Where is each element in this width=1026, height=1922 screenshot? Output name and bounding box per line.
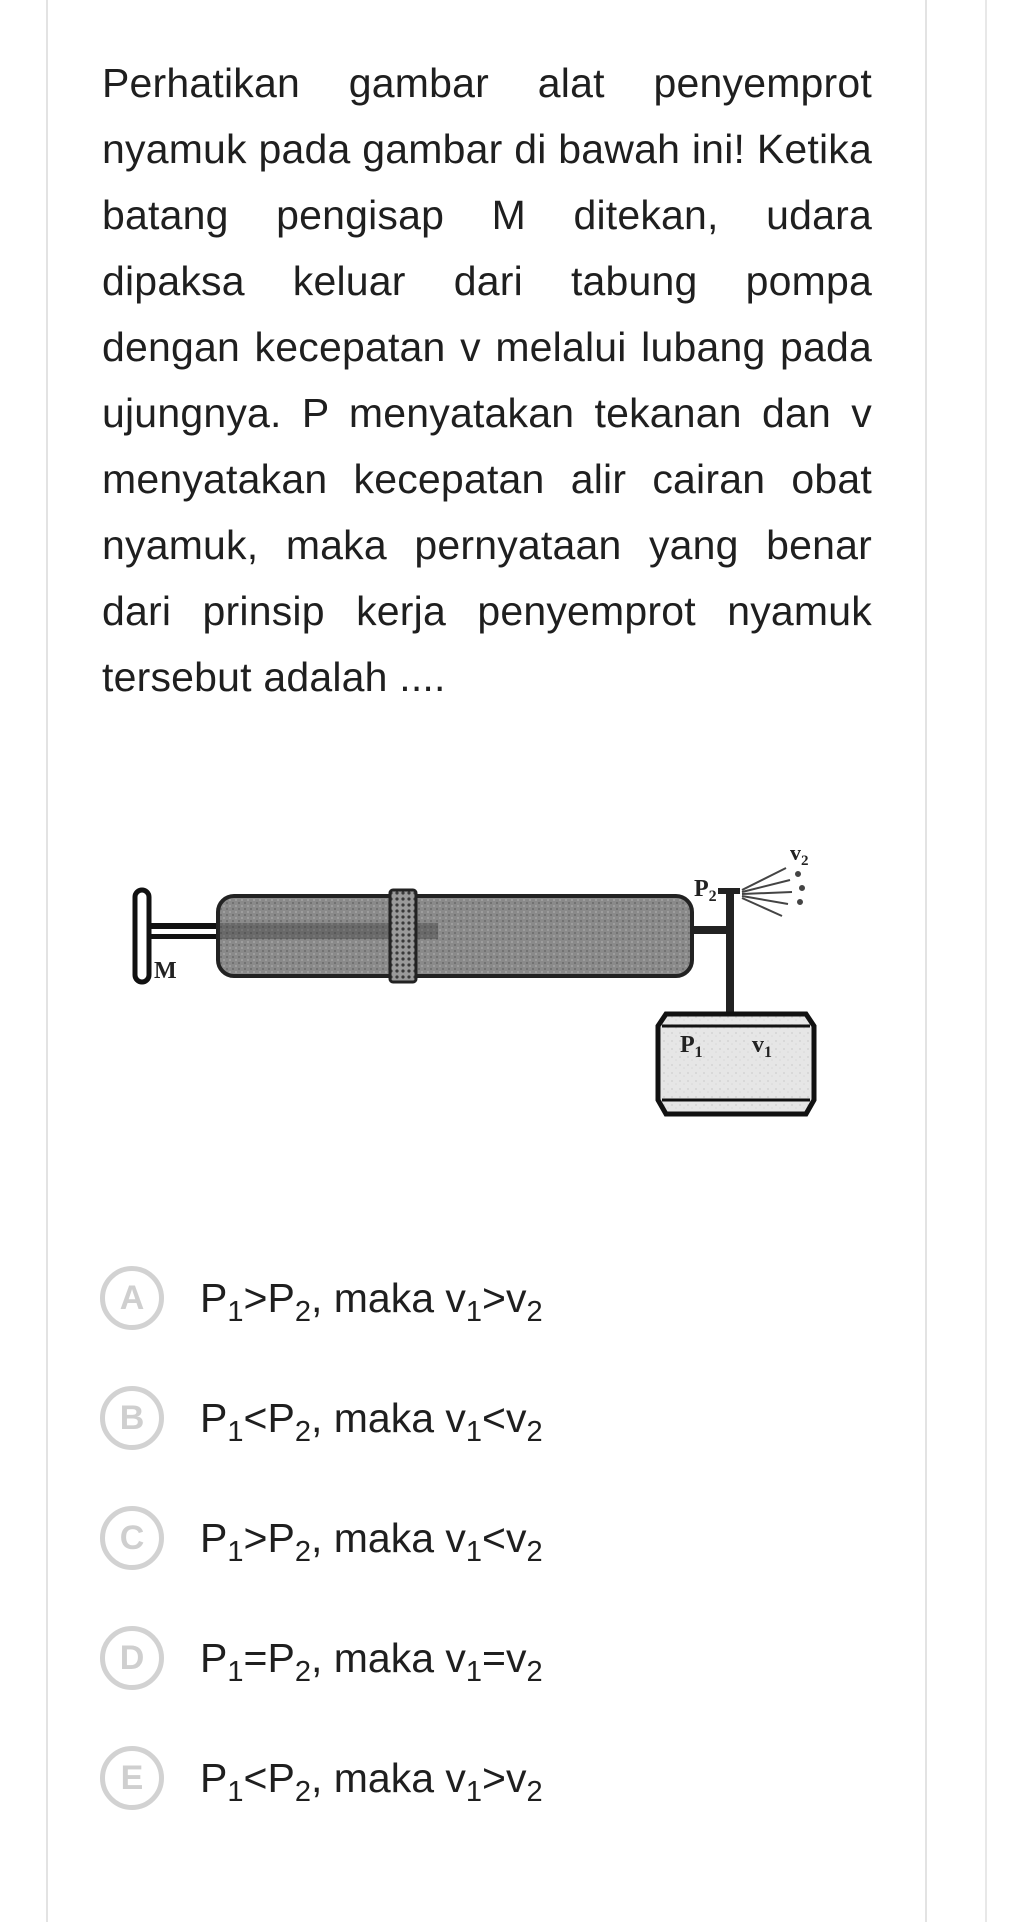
plunger-handle	[135, 890, 149, 982]
option-letter-badge: B	[100, 1386, 164, 1450]
option-text: $P_1=P_2$, maka $v_1=v_2$	[200, 1634, 543, 1688]
option-text: $P_1<P_2$, maka $v_1>v_2$	[200, 1754, 543, 1808]
option-letter-badge: A	[100, 1266, 164, 1330]
option-text: $P_1>P_2$, maka $v_1<v_2$	[200, 1514, 543, 1568]
option-b[interactable]	[100, 1382, 900, 1454]
label-m: M	[154, 958, 177, 984]
page-edge-line	[985, 0, 987, 1922]
answer-options	[100, 1262, 900, 1862]
option-letter-badge: C	[100, 1506, 164, 1570]
option-letter-badge: D	[100, 1626, 164, 1690]
piston	[390, 890, 416, 982]
spray-mist	[742, 868, 804, 916]
option-text: $P_1<P_2$, maka $v_1<v_2$	[200, 1394, 543, 1448]
option-e[interactable]	[100, 1742, 900, 1814]
question-text: Perhatikan gambar alat penyemprot nyamuk pada gambar di bawah ini! Ketika batang pengisap M ditekan, udara dipaksa keluar dari tabung pompa dengan kecepatan v melalui lubang pada ujungnya. P menyatakan tekanan dan v menyatakan kecepatan alir cairan obat nyamuk, maka pernyataan yang benar dari prinsip kerja penyemprot nyamuk tersebut adalah ....	[102, 60, 872, 700]
option-a[interactable]	[100, 1262, 900, 1334]
option-letter-badge: E	[100, 1746, 164, 1810]
label-v1: $v_1$	[752, 1032, 772, 1061]
pump-barrel	[218, 896, 692, 976]
label-v2: $v_2$	[790, 840, 809, 869]
option-d[interactable]	[100, 1622, 900, 1694]
nozzle-tube	[692, 888, 740, 1014]
sprayer-diagram	[118, 830, 838, 1140]
liquid-container	[658, 1014, 814, 1114]
option-text: $P_1>P_2$, maka $v_1>v_2$	[200, 1274, 543, 1328]
label-p1: $P_1$	[680, 1032, 703, 1061]
option-c[interactable]	[100, 1502, 900, 1574]
sprayer-figure	[118, 830, 838, 1140]
label-p2: $P_2$	[694, 876, 717, 905]
